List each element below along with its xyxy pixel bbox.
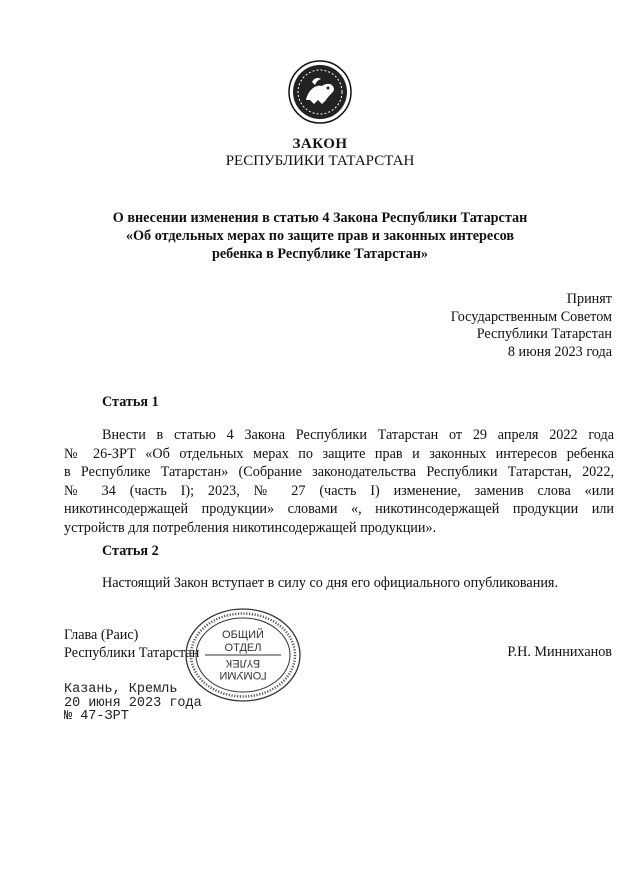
date-line: 20 июня 2023 года — [64, 695, 202, 711]
law-subtitle: РЕСПУБЛИКИ ТАТАРСТАН — [225, 153, 415, 169]
article-1-line: Внести в статью 4 Закона Республики Татарстан от 29 апреля 2022 года — [102, 427, 614, 443]
tatarstan-emblem-icon — [288, 60, 352, 124]
signatory-name: Р.Н. Минниханов — [507, 644, 612, 660]
article-1-text — [64, 426, 614, 538]
heading-line: «Об отдельных мерах по защите прав и законных интересов — [125, 228, 515, 244]
law-heading — [100, 209, 540, 263]
article-2-title: Статья 2 — [102, 543, 159, 559]
position-line: Республики Татарстан — [64, 645, 200, 661]
article-2-line: Настоящий Закон вступает в силу со дня его официального опубликования. — [102, 575, 558, 591]
article-1-line: № 34 (часть I); 2023, № 27 (часть I) изменение, заменив слова «или — [64, 482, 614, 499]
article-1-line: в Республике Татарстан» (Собрание законодательства Республики Татарстан, 2022, — [64, 464, 614, 481]
article-1-line: устройств для потребления никотинсодержащей продукции». — [64, 519, 437, 536]
law-number: № 47-ЗРТ — [64, 709, 129, 725]
signatory-position — [64, 626, 199, 662]
law-title: ЗАКОН — [292, 136, 348, 152]
stamp-text: ОТДЕЛ — [224, 642, 262, 654]
place-line: Казань, Кремль — [64, 682, 178, 697]
adoption-line: Государственным Советом — [450, 308, 612, 325]
adoption-line: Республики Татарстан — [476, 326, 612, 343]
adoption-block — [451, 291, 612, 361]
article-1-line: № 26-ЗРТ «Об отдельных мерах по защите прав и законных интересов ребенка — [64, 445, 614, 462]
article-1-line: никотинсодержащей продукции» словами «, никотинсодержащей продукции или — [64, 501, 614, 518]
stamp-text: ОБЩИЙ — [222, 629, 264, 641]
stamp-text: ГОМУМИ — [219, 669, 267, 681]
article-2-text — [64, 574, 614, 593]
stamp-text: БҮЛЕК — [225, 657, 261, 669]
heading-line: О внесении изменения в статью 4 Закона Республики Татарстан — [112, 210, 528, 226]
article-1-title: Статья 1 — [102, 394, 159, 410]
position-line: Глава (Раис) — [64, 627, 139, 643]
heading-line: ребенка в Республике Татарстан» — [211, 246, 428, 262]
adoption-line: Принят — [566, 291, 612, 307]
adoption-date: 8 июня 2023 года — [507, 343, 612, 360]
place-date-number — [64, 683, 202, 724]
